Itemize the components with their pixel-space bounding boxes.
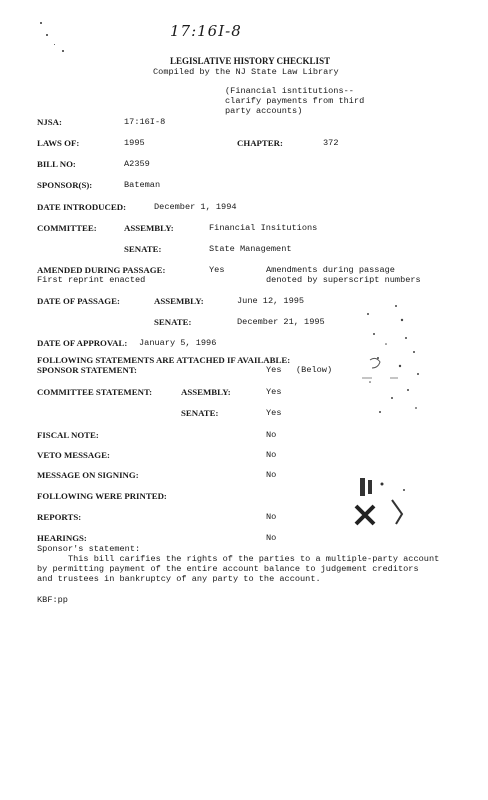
passage-assembly-label: ASSEMBLY: — [154, 296, 204, 306]
date-of-passage-label: DATE OF PASSAGE: — [37, 296, 120, 306]
scan-speck — [54, 44, 55, 45]
hearings-value: No — [266, 533, 277, 543]
date-introduced-value: December 1, 1994 — [154, 202, 237, 212]
hearings-label: HEARINGS: — [37, 533, 87, 543]
date-of-approval-label: DATE OF APPROVAL: — [37, 338, 128, 348]
passage-senate-label: SENATE: — [154, 317, 192, 327]
sponsor-statement-note: (Below) — [296, 365, 333, 375]
sponsor-statement-line-1: This bill carifies the rights of the parties to a multiple-party account — [37, 554, 440, 564]
reports-value: No — [266, 512, 277, 522]
amended-label: AMENDED DURING PASSAGE: — [37, 265, 166, 275]
description-line-1: (Financial isntitutions-- — [225, 86, 354, 96]
sponsors-label: SPONSOR(S): — [37, 180, 93, 190]
fiscal-note-label: FISCAL NOTE: — [37, 430, 99, 440]
fiscal-note-value: No — [266, 430, 277, 440]
scan-artifact — [356, 300, 428, 420]
sponsor-statement-heading: Sponsor's statement: — [37, 544, 141, 554]
laws-of-label: LAWS OF: — [37, 138, 80, 148]
scan-speck — [40, 22, 42, 24]
sponsor-statement-label: SPONSOR STATEMENT: — [37, 365, 137, 375]
bill-no-value: A2359 — [124, 159, 150, 169]
description-line-3: party accounts) — [225, 106, 303, 116]
page-subtitle: Compiled by the NJ State Law Library — [153, 67, 339, 77]
amended-value: Yes — [209, 265, 225, 275]
committee-assembly-value: Financial Insitutions — [209, 223, 318, 233]
chapter-value: 372 — [323, 138, 339, 148]
reports-label: REPORTS: — [37, 512, 82, 522]
bill-no-label: BILL NO: — [37, 159, 76, 169]
description-line-2: clarify payments from third — [225, 96, 365, 106]
amended-sub: First reprint enacted — [37, 275, 146, 285]
page-title: LEGISLATIVE HISTORY CHECKLIST — [170, 56, 331, 66]
printed-heading: FOLLOWING WERE PRINTED: — [37, 491, 167, 501]
njsa-label: NJSA: — [37, 117, 62, 127]
chapter-label: CHAPTER: — [237, 138, 283, 148]
committee-statement-assembly-label: ASSEMBLY: — [181, 387, 231, 397]
handwritten-note: 17:16I-8 — [170, 22, 242, 40]
scan-speck — [46, 34, 48, 36]
scan-speck — [62, 50, 64, 52]
passage-assembly-value: June 12, 1995 — [237, 296, 305, 306]
scan-artifact — [352, 470, 414, 530]
committee-senate-value: State Management — [209, 244, 292, 254]
message-on-signing-label: MESSAGE ON SIGNING: — [37, 470, 139, 480]
committee-statement-assembly-value: Yes — [266, 387, 282, 397]
message-on-signing-value: No — [266, 470, 277, 480]
sponsor-statement-line-2: by permitting payment of the entire account balance to judgement creditors — [37, 564, 419, 574]
sponsor-statement-line-3: and trustees in bankruptcy of any party to the account. — [37, 574, 321, 584]
veto-message-value: No — [266, 450, 277, 460]
amended-note-line-2: denoted by superscript numbers — [266, 275, 421, 285]
date-introduced-label: DATE INTRODUCED: — [37, 202, 127, 212]
committee-label: COMMITTEE: — [37, 223, 97, 233]
committee-statement-senate-label: SENATE: — [181, 408, 219, 418]
veto-message-label: VETO MESSAGE: — [37, 450, 110, 460]
sponsors-value: Bateman — [124, 180, 161, 190]
committee-statement-label: COMMITTEE STATEMENT: — [37, 387, 153, 397]
committee-statement-senate-value: Yes — [266, 408, 282, 418]
typist-initials: KBF:pp — [37, 595, 68, 605]
statements-heading: FOLLOWING STATEMENTS ARE ATTACHED IF AVAILABLE: — [37, 355, 291, 365]
passage-senate-value: December 21, 1995 — [237, 317, 325, 327]
njsa-value: 17:16I-8 — [124, 117, 166, 127]
date-of-approval-value: January 5, 1996 — [139, 338, 217, 348]
committee-assembly-label: ASSEMBLY: — [124, 223, 174, 233]
laws-of-value: 1995 — [124, 138, 145, 148]
sponsor-statement-value: Yes — [266, 365, 282, 375]
committee-senate-label: SENATE: — [124, 244, 162, 254]
amended-note-line-1: Amendments during passage — [266, 265, 395, 275]
